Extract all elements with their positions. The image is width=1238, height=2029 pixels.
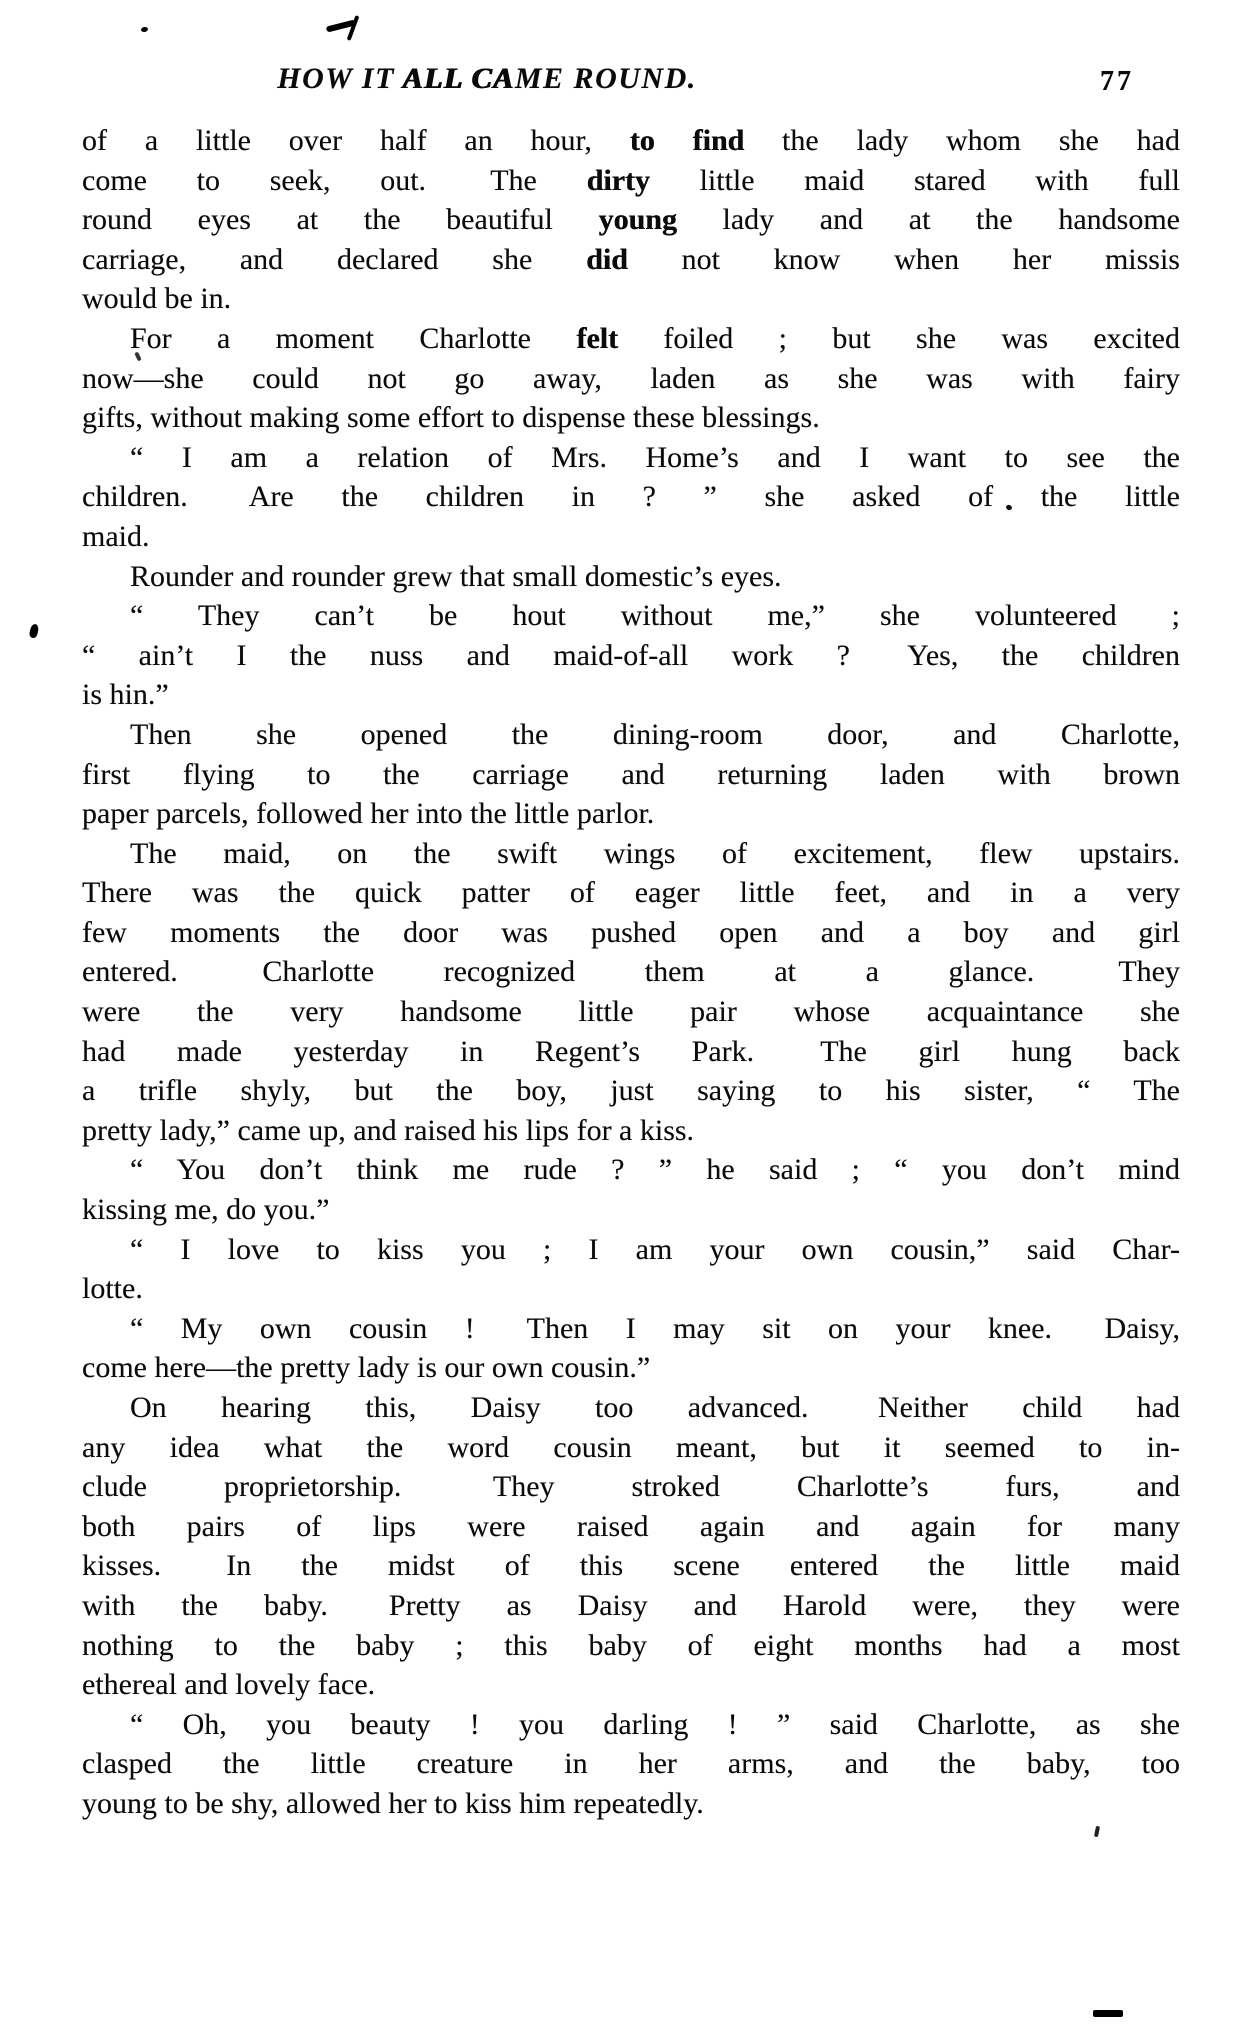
text-line: ethereal and lovely face.	[82, 1668, 376, 1702]
text-line: come here—the pretty lady is our own cousin.”	[82, 1351, 651, 1385]
text-line: Then she opened the dining-room door, and Charlotte,	[130, 717, 1180, 751]
ink-speck	[1093, 2010, 1123, 2017]
ink-speck	[141, 26, 149, 32]
paragraph	[82, 1150, 1180, 1229]
text-line: with the baby. Pretty as Daisy and Harold were, they were	[82, 1588, 1180, 1622]
text-line: pretty lady,” came up, and raised his lips for a kiss.	[82, 1113, 695, 1147]
text-line: of a little over half an hour, to find the lady whom she had	[82, 124, 1180, 157]
text-line: carriage, and declared she did not know when her missis	[82, 242, 1180, 276]
text-line: kissing me, do you.”	[82, 1193, 330, 1227]
header-title-segment: ALL CA	[402, 62, 515, 95]
paragraph	[82, 1309, 1180, 1388]
text-line: young to be shy, allowed her to kiss him repeatedly.	[82, 1786, 704, 1820]
text-line: Rounder and rounder grew that small domestic’s eyes.	[130, 559, 782, 593]
text-line: kisses. In the midst of this scene entered the little maid	[82, 1549, 1180, 1583]
paragraph	[82, 834, 1180, 1151]
text-line: now—she could not go away, laden as she was with fairy	[82, 361, 1180, 395]
text-line: “ ain’t I the nuss and maid-of-all work ? Yes, the children	[82, 638, 1180, 672]
paragraph	[82, 121, 1180, 319]
text-line: On hearing this, Daisy too advanced. Neither child had	[130, 1391, 1180, 1424]
paragraph	[82, 715, 1180, 834]
running-header-title	[277, 62, 696, 96]
paragraph	[82, 438, 1180, 557]
margin-ink-mark	[29, 623, 40, 638]
text-line: paper parcels, followed her into the little parlor.	[82, 797, 655, 831]
paragraph	[82, 319, 1180, 438]
text-line: maid.	[82, 519, 150, 553]
text-line: clasped the little creature in her arms, and the baby, too	[82, 1747, 1180, 1781]
text-line: gifts, without making some effort to dispense these blessings.	[82, 401, 820, 435]
text-line: were the very handsome little pair whose acquaintance she	[82, 995, 1180, 1029]
paragraph	[82, 1705, 1180, 1824]
text-line: lotte.	[82, 1272, 143, 1306]
text-line: a trifle shyly, but the boy, just saying to his sister, “ The	[82, 1074, 1180, 1108]
text-line: entered. Charlotte recognized them at a glance. They	[82, 955, 1180, 989]
header-title-segment: ME ROUND.	[514, 62, 697, 95]
text-line: first flying to the carriage and returning laden with brown	[82, 757, 1180, 791]
text-line: There was the quick patter of eager little feet, and in a very	[82, 876, 1180, 910]
text-line: come to seek, out. The dirty little maid stared with full	[82, 163, 1181, 197]
ink-squiggle	[326, 14, 362, 42]
text-line: “ Oh, you beauty ! you darling ! ” said Charlotte, as she	[130, 1707, 1180, 1741]
header-title-segment: HOW IT	[277, 62, 403, 95]
text-line: nothing to the baby ; this baby of eight months had a most	[82, 1628, 1180, 1662]
page-number: 77	[1100, 66, 1134, 97]
text-line: The maid, on the swift wings of excitement, flew upstairs.	[130, 836, 1180, 870]
text-line: few moments the door was pushed open and a boy and girl	[82, 915, 1180, 949]
ink-speck	[1094, 1826, 1100, 1838]
text-line: clude proprietorship. They stroked Charlotte’s furs, and	[82, 1470, 1180, 1504]
text-line: both pairs of lips were raised again and again for many	[82, 1509, 1180, 1543]
text-line: “ You don’t think me rude ? ” he said ; “ you don’t mind	[130, 1153, 1180, 1187]
paragraph	[82, 557, 1180, 597]
text-line: any idea what the word cousin meant, but it seemed to in-	[82, 1430, 1180, 1464]
paragraph	[82, 1230, 1180, 1309]
text-line: children. Are the children in ? ” she asked of the little	[82, 480, 1180, 514]
text-line: would be in.	[82, 282, 232, 316]
text-line: had made yesterday in Regent’s Park. The girl hung back	[82, 1034, 1180, 1068]
ink-squiggle-slash	[347, 15, 360, 41]
text-line: “ They can’t be hout without me,” she volunteered ;	[130, 599, 1180, 633]
paragraph	[82, 1388, 1180, 1705]
page-body	[82, 121, 1180, 1824]
text-line: For a moment Charlotte felt foiled ; but she was excited	[130, 321, 1180, 355]
text-line: round eyes at the beautiful young lady and at the handsome	[82, 203, 1180, 237]
text-line: “ I am a relation of Mrs. Home’s and I want to see the	[130, 440, 1180, 474]
text-line: is hin.”	[82, 678, 169, 712]
paragraph	[82, 596, 1180, 715]
text-line: “ My own cousin ! Then I may sit on your knee. Daisy,	[130, 1311, 1180, 1345]
text-line: “ I love to kiss you ; I am your own cousin,” said Char-	[130, 1232, 1180, 1266]
